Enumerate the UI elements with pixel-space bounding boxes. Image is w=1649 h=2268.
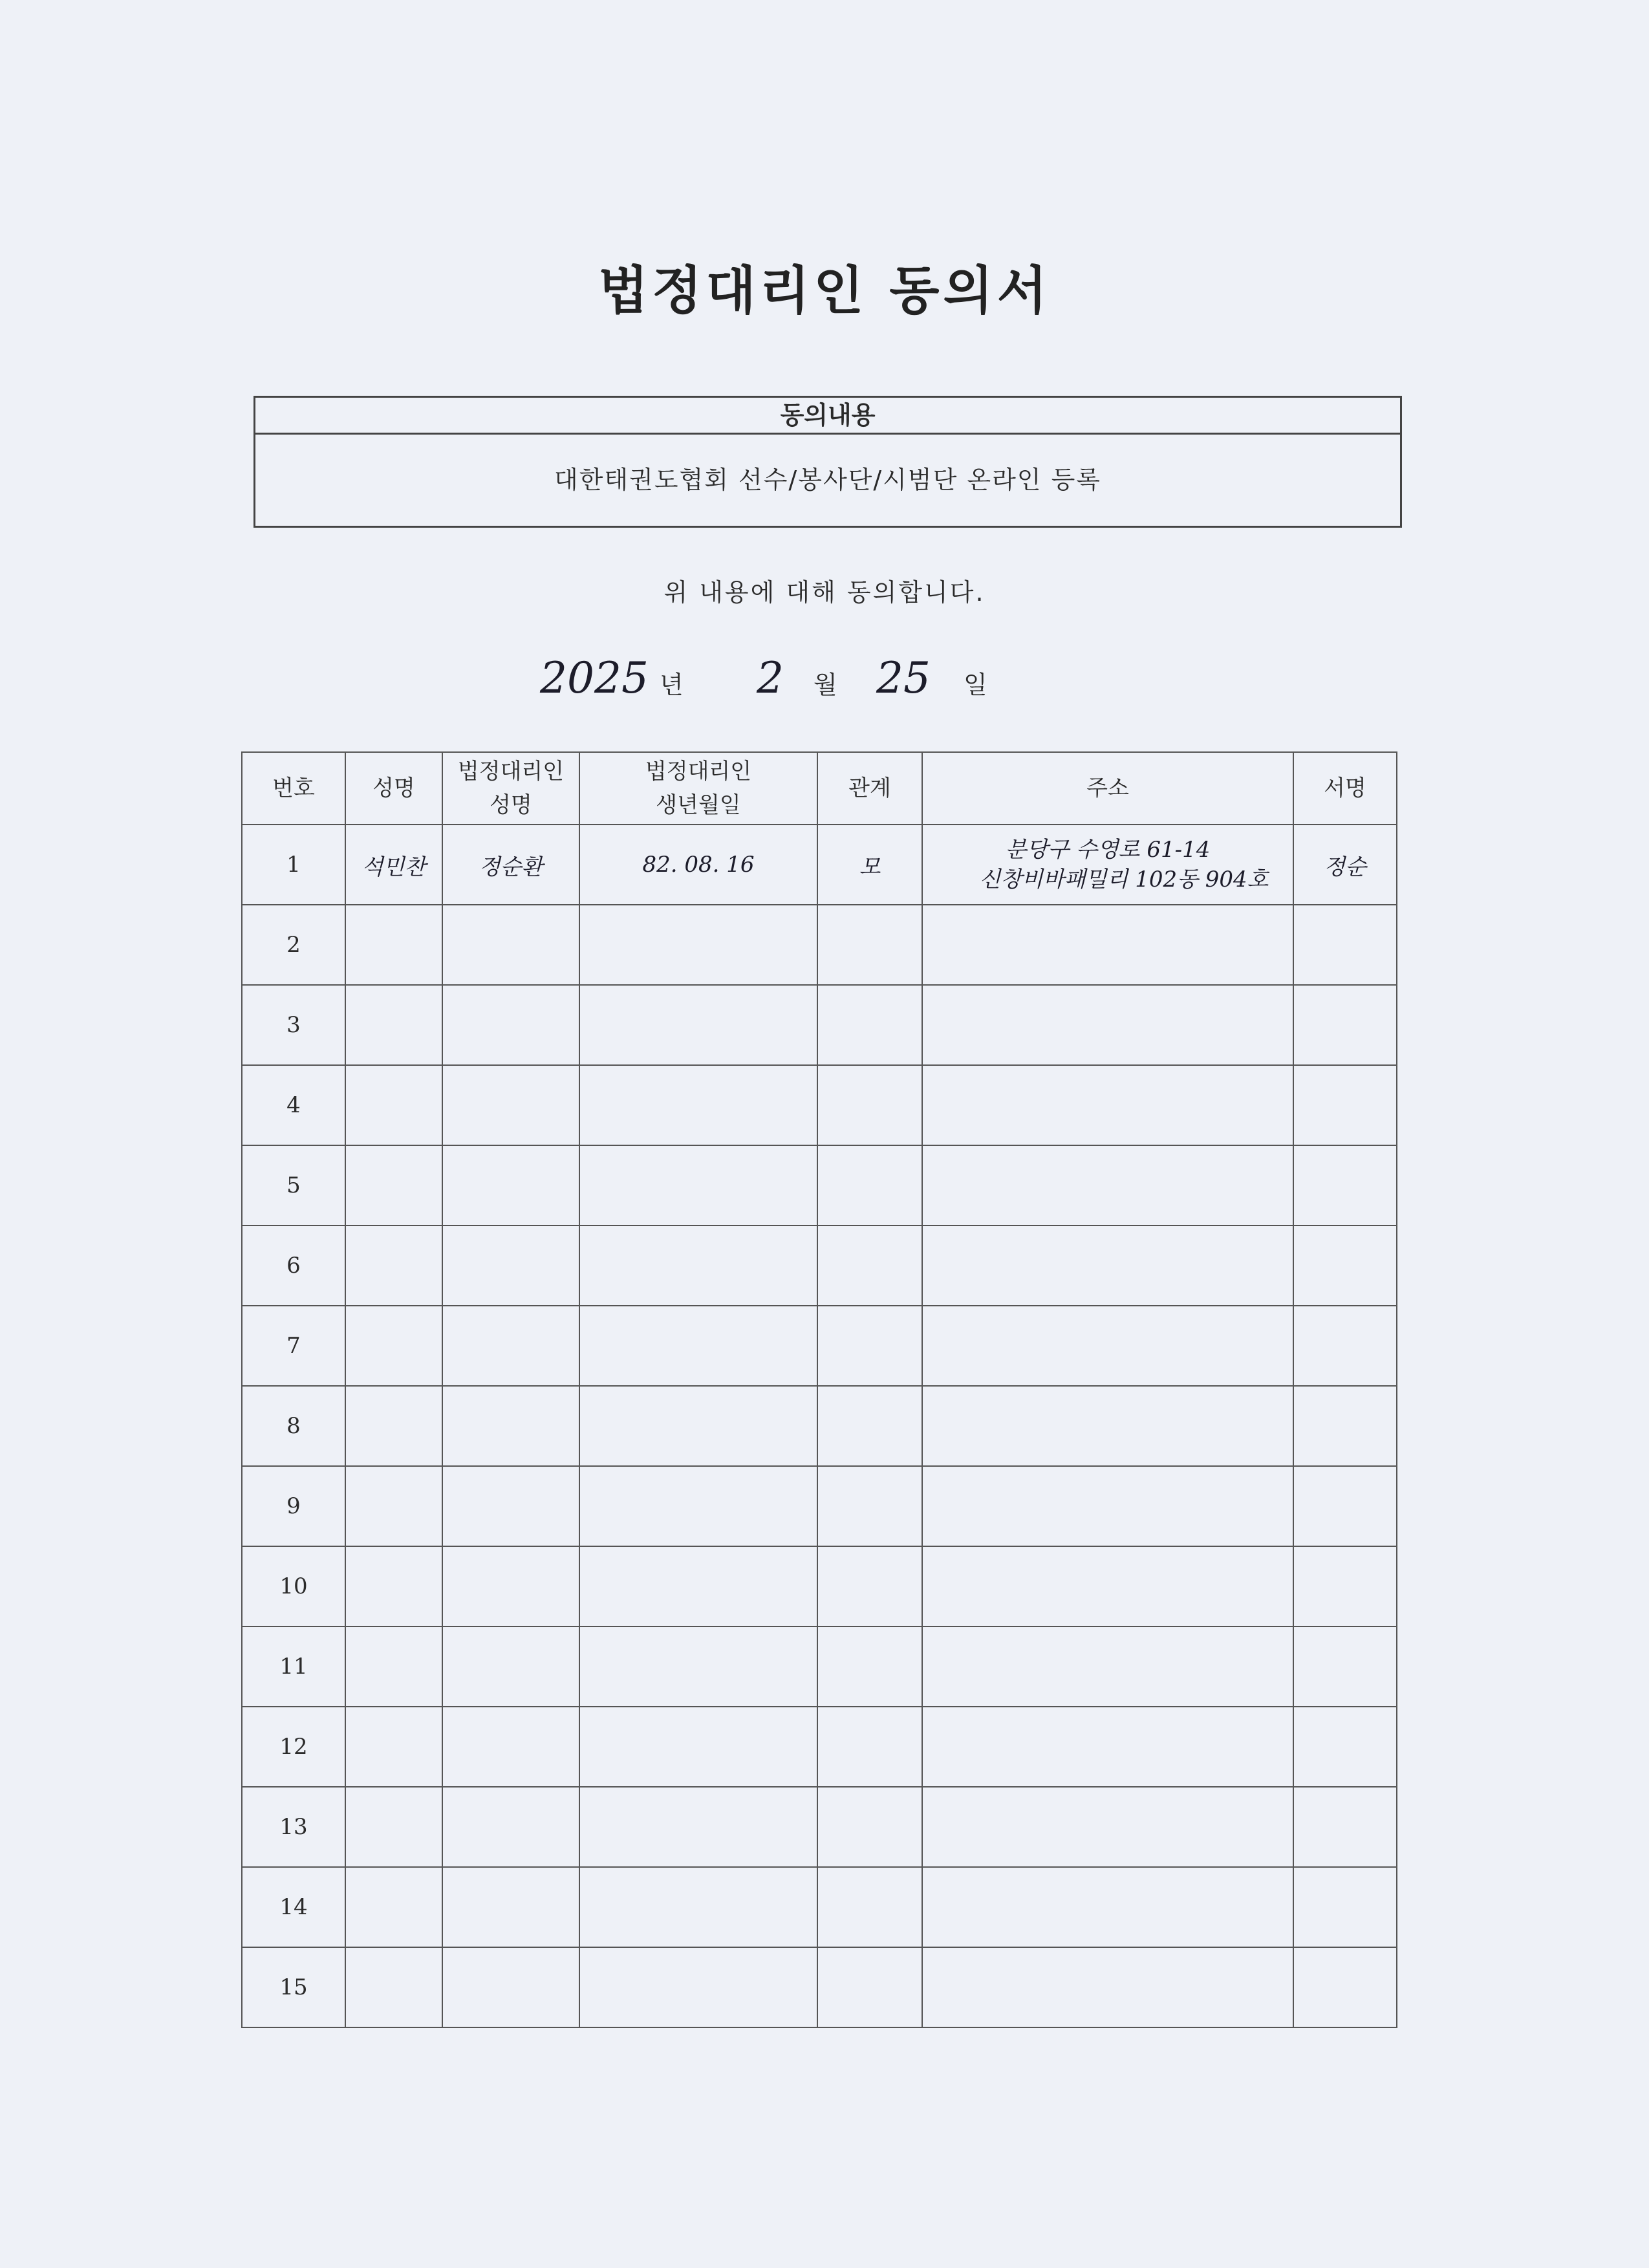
row-signature (1293, 1306, 1397, 1386)
row-address-line1: 분당구 수영로 61-14 (1005, 837, 1211, 863)
row-rep-birth (579, 1867, 817, 1947)
table-row (242, 1065, 1397, 1145)
row-number: 13 (242, 1787, 345, 1867)
row-rep-birth (579, 905, 817, 985)
row-rep-name (442, 1386, 579, 1466)
row-rep-name (442, 1065, 579, 1145)
row-signature (1293, 1626, 1397, 1707)
row-number: 8 (242, 1386, 345, 1466)
row-number: 4 (242, 1065, 345, 1145)
row-number: 10 (242, 1546, 345, 1626)
row-name (345, 1466, 442, 1546)
row-rep-birth (579, 1466, 817, 1546)
row-name (345, 1145, 442, 1226)
row-number: 7 (242, 1306, 345, 1386)
table-row (242, 1386, 1397, 1466)
row-signature (1293, 1787, 1397, 1867)
row-relation (817, 1306, 922, 1386)
row-number: 5 (242, 1145, 345, 1226)
row-name (345, 1065, 442, 1145)
row-signature (1293, 1145, 1397, 1226)
row-address (922, 1947, 1293, 2027)
row-rep-birth (579, 1065, 817, 1145)
row-rep-name (442, 1306, 579, 1386)
registration-table (241, 751, 1397, 2028)
row-number: 2 (242, 905, 345, 985)
table-row (242, 905, 1397, 985)
row-rep-name (442, 1226, 579, 1306)
row-rep-name (442, 1707, 579, 1787)
row-number: 9 (242, 1466, 345, 1546)
row-relation (817, 1145, 922, 1226)
row-address (922, 1065, 1293, 1145)
row-name (345, 1306, 442, 1386)
consent-heading: 동의내용 (255, 398, 1400, 435)
row-rep-birth (579, 1226, 817, 1306)
row-rep-birth (579, 1947, 817, 2027)
date-line (0, 653, 1649, 711)
header-no: 번호 (242, 752, 345, 825)
header-address: 주소 (922, 752, 1293, 825)
row-rep-name (442, 1145, 579, 1226)
consent-content: 대한태권도협회 선수/봉사단/시범단 온라인 등록 (554, 466, 1101, 494)
row-name (345, 985, 442, 1065)
row-address (922, 1226, 1293, 1306)
row-address-line2: 신창비바패밀리 102동 904호 (979, 867, 1269, 892)
row-number: 11 (242, 1626, 345, 1707)
row-address (922, 1546, 1293, 1626)
date-month: 2 (757, 653, 784, 703)
row-address (922, 1466, 1293, 1546)
row-address (922, 905, 1293, 985)
row-rep-name (442, 1787, 579, 1867)
row-rep-name (442, 1867, 579, 1947)
table-row (242, 1306, 1397, 1386)
row-number: 6 (242, 1226, 345, 1306)
table-row (242, 1466, 1397, 1546)
row-signature (1293, 1226, 1397, 1306)
header-rep-name-line1: 법정대리인 (457, 759, 565, 784)
table-row (242, 1226, 1397, 1306)
row-rep-birth: 82. 08. 16 (579, 825, 817, 905)
header-rep-birth-line2: 생년월일 (656, 792, 741, 818)
row-relation: 모 (817, 825, 922, 905)
row-name: 석민찬 (345, 825, 442, 905)
row-signature (1293, 1867, 1397, 1947)
table-row (242, 1707, 1397, 1787)
row-name (345, 1947, 442, 2027)
row-rep-name: 정순환 (442, 825, 579, 905)
header-rep-name-line2: 성명 (490, 792, 532, 818)
table-body (242, 825, 1397, 2027)
row-address (922, 1787, 1293, 1867)
header-rep-birth-line1: 법정대리인 (645, 759, 752, 784)
row-signature (1293, 985, 1397, 1065)
consent-box (253, 396, 1402, 528)
row-name (345, 1546, 442, 1626)
row-relation (817, 985, 922, 1065)
table-row (242, 985, 1397, 1065)
row-address (922, 1707, 1293, 1787)
row-address (922, 1867, 1293, 1947)
row-address (922, 1626, 1293, 1707)
header-signature: 서명 (1293, 752, 1397, 825)
row-signature (1293, 1546, 1397, 1626)
row-address (922, 1145, 1293, 1226)
row-number: 15 (242, 1947, 345, 2027)
row-relation (817, 1947, 922, 2027)
row-rep-name (442, 985, 579, 1065)
date-month-unit: 월 (814, 671, 837, 699)
row-number: 3 (242, 985, 345, 1065)
row-signature (1293, 905, 1397, 985)
table-row (242, 1787, 1397, 1867)
row-rep-birth (579, 1546, 817, 1626)
row-number: 1 (242, 825, 345, 905)
row-address (922, 825, 1293, 905)
row-rep-name (442, 1947, 579, 2027)
document-title: 법정대리인 동의서 (598, 261, 1051, 321)
row-name (345, 1226, 442, 1306)
table-row (242, 825, 1397, 905)
header-rep-name (442, 752, 579, 825)
row-rep-name (442, 1466, 579, 1546)
row-relation (817, 1466, 922, 1546)
row-relation (817, 905, 922, 985)
row-rep-birth (579, 1306, 817, 1386)
row-relation (817, 1707, 922, 1787)
row-rep-name (442, 905, 579, 985)
row-rep-birth (579, 985, 817, 1065)
table-header-row (242, 752, 1397, 825)
row-address (922, 985, 1293, 1065)
row-name (345, 1626, 442, 1707)
row-relation (817, 1787, 922, 1867)
table-row (242, 1867, 1397, 1947)
row-signature (1293, 1947, 1397, 2027)
row-signature (1293, 1386, 1397, 1466)
header-rep-birth (579, 752, 817, 825)
date-year: 2025 (540, 653, 649, 703)
row-relation (817, 1065, 922, 1145)
row-number: 12 (242, 1707, 345, 1787)
row-rep-birth (579, 1386, 817, 1466)
row-rep-name (442, 1546, 579, 1626)
row-rep-birth (579, 1787, 817, 1867)
row-relation (817, 1626, 922, 1707)
row-signature (1293, 1707, 1397, 1787)
header-name: 성명 (345, 752, 442, 825)
date-day-unit: 일 (964, 671, 987, 699)
table-row (242, 1626, 1397, 1707)
row-rep-birth (579, 1145, 817, 1226)
table-row (242, 1947, 1397, 2027)
table-row (242, 1145, 1397, 1226)
row-name (345, 905, 442, 985)
agreement-statement: 위 내용에 대해 동의합니다. (663, 578, 986, 607)
row-rep-birth (579, 1707, 817, 1787)
row-name (345, 1386, 442, 1466)
row-name (345, 1707, 442, 1787)
date-day: 25 (876, 653, 931, 703)
date-year-unit: 년 (660, 671, 684, 699)
row-relation (817, 1386, 922, 1466)
row-rep-name (442, 1626, 579, 1707)
row-number: 14 (242, 1867, 345, 1947)
row-relation (817, 1226, 922, 1306)
row-relation (817, 1867, 922, 1947)
row-signature: 정순 (1293, 825, 1397, 905)
row-signature (1293, 1466, 1397, 1546)
row-name (345, 1867, 442, 1947)
row-rep-birth (579, 1626, 817, 1707)
row-address (922, 1386, 1293, 1466)
row-signature (1293, 1065, 1397, 1145)
row-relation (817, 1546, 922, 1626)
row-address (922, 1306, 1293, 1386)
header-relation: 관계 (817, 752, 922, 825)
row-name (345, 1787, 442, 1867)
table-row (242, 1546, 1397, 1626)
